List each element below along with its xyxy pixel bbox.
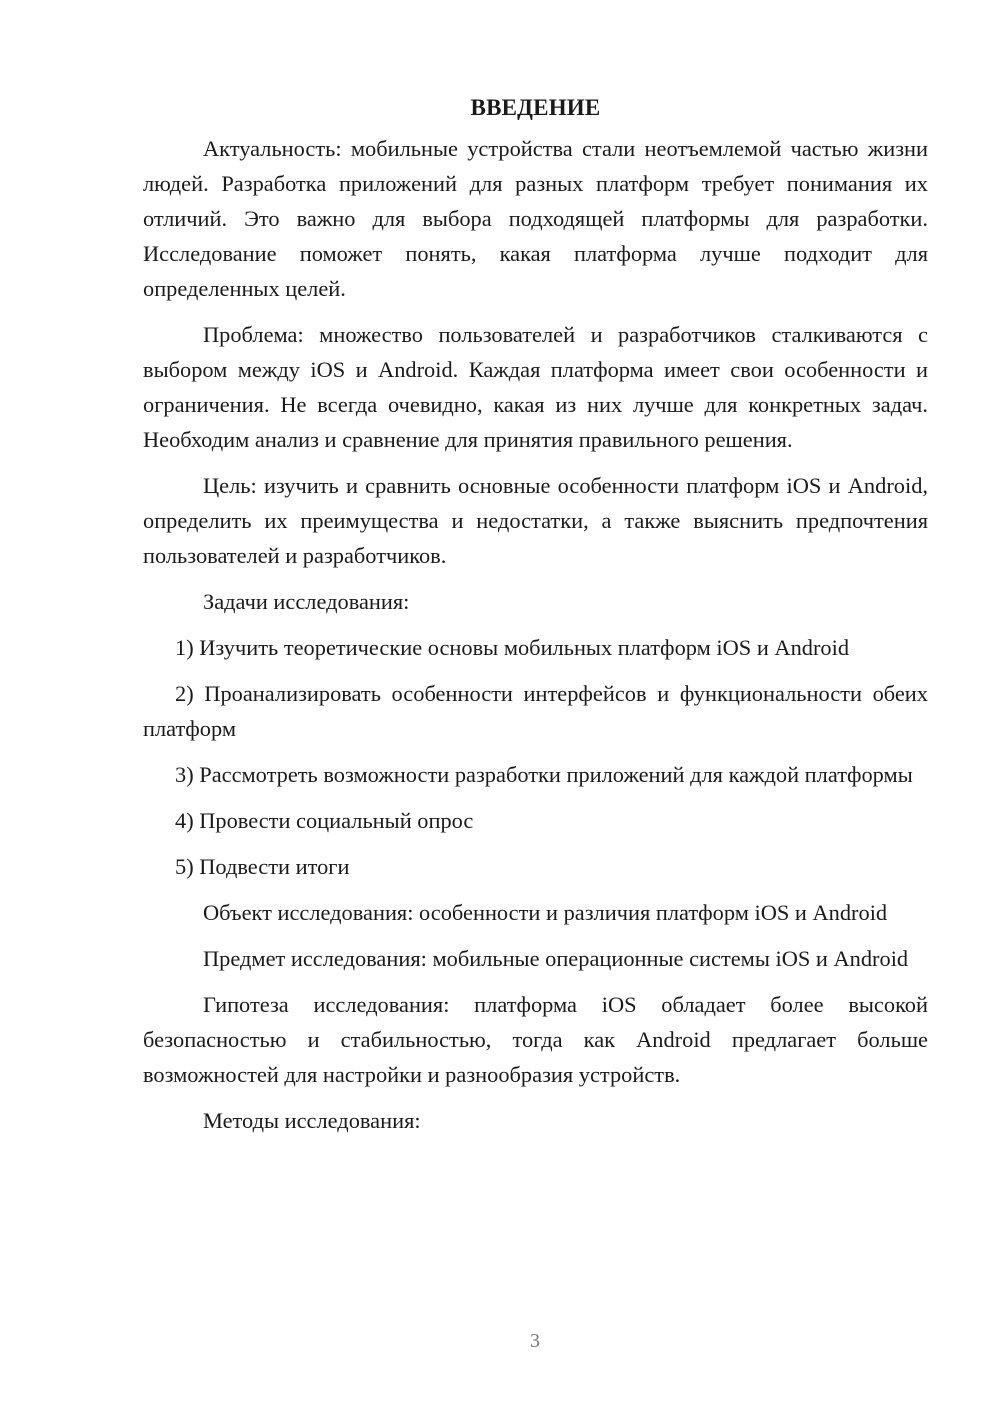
list-item-task-1: 1) Изучить теоретические основы мобильных платформ iOS и Android <box>175 635 850 660</box>
list-item-task-4: 4) Провести социальный опрос <box>175 808 474 833</box>
paragraph-goal: Цель: изучить и сравнить основные особенности платформ iOS и Android, определить их преимущества и недостатки, а также выяснить предпочтения пользователей и разработчиков. <box>143 473 928 568</box>
page-content <box>143 90 928 1149</box>
paragraph-object: Объект исследования: особенности и различия платформ iOS и Android <box>203 900 888 925</box>
paragraph-problem: Проблема: множество пользователей и разработчиков сталкиваются с выбором между iOS и Android. Каждая платформа имеет свои особенности и ограничения. Не всегда очевидно, какая из них лучше для конкретных задач. Необходим анализ и сравнение для принятия правильного решения. <box>143 322 928 452</box>
paragraph-relevance: Актуальность: мобильные устройства стали неотъемлемой частью жизни людей. Разработка приложений для разных платформ требует понимания их отличий. Это важно для выбора подходящей платформы для разработки. Исследование поможет понять, какая платформа лучше подходит для определенных целей. <box>143 136 928 301</box>
paragraph-hypothesis: Гипотеза исследования: платформа iOS обладает более высокой безопасностью и стабильностью, тогда как Android предлагает больше возможностей для настройки и разнообразия устройств. <box>143 992 928 1087</box>
paragraph-methods: Методы исследования: <box>203 1108 421 1133</box>
paragraph-subject: Предмет исследования: мобильные операционные системы iOS и Android <box>203 946 909 971</box>
list-item-task-3: 3) Рассмотреть возможности разработки приложений для каждой платформы <box>175 762 913 787</box>
paragraph-tasks-heading: Задачи исследования: <box>203 589 410 614</box>
list-item-task-2: 2) Проанализировать особенности интерфейсов и функциональности обеих платформ <box>143 681 928 741</box>
list-item-task-5: 5) Подвести итоги <box>175 854 350 879</box>
page-title: ВВЕДЕНИЕ <box>470 95 601 120</box>
page-number: 3 <box>530 1330 540 1352</box>
